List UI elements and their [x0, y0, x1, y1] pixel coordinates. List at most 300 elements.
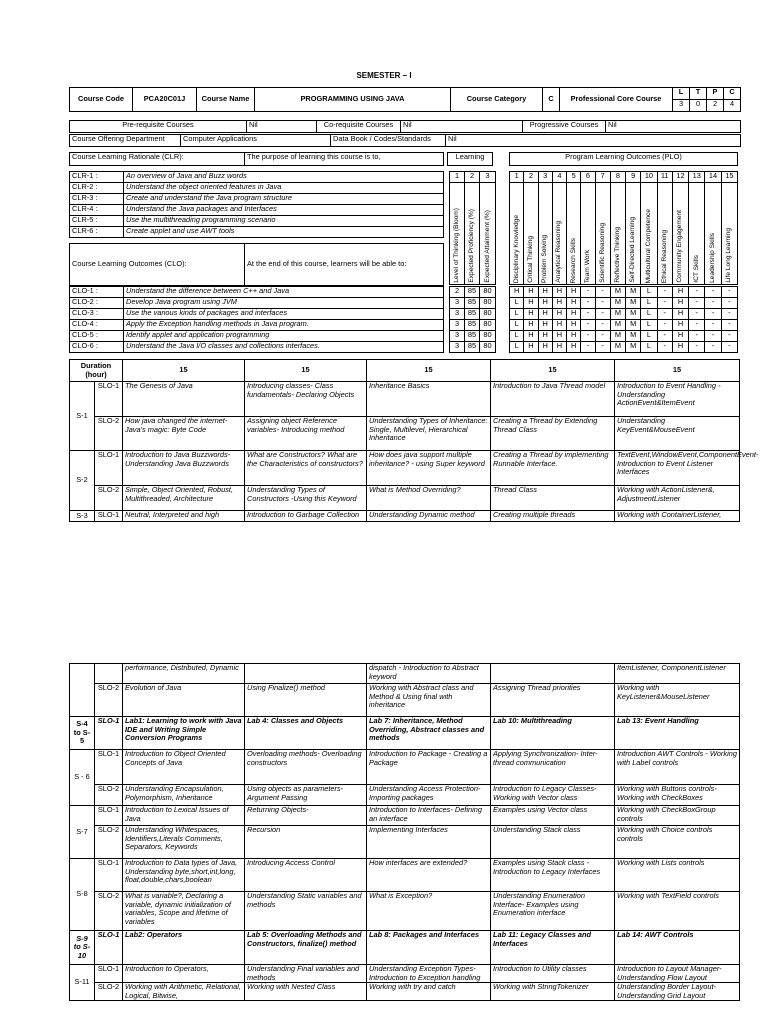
topic-cell: Introduction to Lexical Issues of Java: [123, 806, 245, 826]
clo-plo-value: -: [595, 298, 610, 309]
plo-header-text: Analytical Reasoning: [555, 221, 563, 283]
clo-plo-value: H: [672, 298, 688, 309]
topic-cell: Understanding Whitespaces, Identifiers,Literals Comments, Separators, Keywords: [123, 826, 245, 859]
clo-plo-row: [510, 287, 738, 298]
topic-cell: Understanding Final variables and methods: [245, 965, 367, 983]
clo-plo-value: M: [610, 342, 625, 353]
course-category-label: Course Category: [451, 88, 543, 112]
topic-cell: Understanding KeyEvent&MouseEvent: [615, 417, 740, 451]
plo-header-wrap: [673, 209, 688, 284]
topic-cell: TextEvent,WindowEvent,ComponentEvent- Introduction to Event Listener Interfaces: [615, 451, 740, 486]
clo-plo-value: -: [657, 287, 672, 298]
plo-num: 15: [721, 172, 737, 183]
topic-cell: Working with KeyListener&MouseListener: [615, 684, 740, 717]
schedule-row: [70, 806, 740, 826]
plo-header-cell: [567, 183, 581, 285]
course-category: C: [543, 88, 560, 112]
ltpc-value: 2: [707, 100, 724, 112]
duration-label: Duration (hour): [70, 360, 123, 382]
topic-cell: Working with ContainerListener,: [615, 511, 740, 522]
topic-cell: Neutral, Interpreted and high: [123, 511, 245, 522]
ltpc-value: 4: [724, 100, 741, 112]
plo-num: 10: [641, 172, 657, 183]
course-code-label: Course Code: [70, 88, 133, 112]
plo-num: 14: [705, 172, 721, 183]
topic-cell: What is Method Overriding?: [367, 486, 491, 511]
clo-plo-value: -: [721, 320, 737, 331]
clo-learning-value: 85: [465, 342, 480, 353]
topic-cell: Inheritance Basics: [367, 382, 491, 417]
topic-cell: Implementing Interfaces: [367, 826, 491, 859]
clo-learning-value: 85: [465, 331, 480, 342]
clo-plo-value: H: [672, 342, 688, 353]
clo-code: CLO-6 :: [70, 342, 124, 353]
topic-cell: Creating a Thread by implementing Runnable Interface.: [491, 451, 615, 486]
schedule-row: [70, 451, 740, 486]
clo-plo-value: -: [721, 331, 737, 342]
clo-plo-value: -: [689, 309, 705, 320]
prerequisite-table: [69, 120, 741, 133]
slo-label: [95, 664, 123, 684]
department-value: Computer Applications: [181, 135, 331, 147]
clo-plo-value: L: [510, 331, 524, 342]
clo-plo-value: H: [567, 287, 581, 298]
duration-value: 15: [123, 360, 245, 382]
topic-cell: Using Finalize() method: [245, 684, 367, 717]
clo-plo-value: H: [538, 320, 552, 331]
topic-cell: Understanding Dynamic method: [367, 511, 491, 522]
clo-text: Apply the Exception handling methods in Java program.: [124, 320, 444, 331]
topic-cell: Introduction to Event Handling - Understanding ActionEvent&ItemEvent: [615, 382, 740, 417]
clo-plo-value: H: [672, 331, 688, 342]
duration-value: 15: [491, 360, 615, 382]
clr-label: Course Learning Rationale (CLR):: [70, 153, 245, 166]
clo-plo-value: -: [705, 320, 721, 331]
course-category-name: Professional Core Course: [560, 88, 673, 112]
learning-header-cell: [465, 183, 480, 285]
ltpc-value: 3: [673, 100, 690, 112]
clo-learning-values: [449, 286, 496, 353]
session-label: S-11: [70, 965, 95, 1001]
topic-cell: Understanding Types of Inheritance: Single, Multilevel, Hierarchical Inheritance: [367, 417, 491, 451]
clr-row: [70, 183, 444, 194]
topic-cell: What is variable?, Declaring a variable, dynamic initialization of variables, Scope and lifetime of variables: [123, 892, 245, 931]
clo-text: Identify applet and application programming: [124, 331, 444, 342]
clo-plo-row: [510, 298, 738, 309]
plo-header-cell: [641, 183, 657, 285]
plo-header-text: Community Engagement: [676, 210, 684, 283]
plo-header-text: Multicultural Competence: [644, 208, 652, 283]
clo-learning-value: 3: [450, 331, 465, 342]
clo-header: [69, 243, 444, 286]
topic-cell: Assigning object Reference variables- Introducing method: [245, 417, 367, 451]
slo-label: SLO-1: [95, 750, 123, 785]
schedule-row: [70, 983, 740, 1001]
plo-header-text: Ethical Reasoning: [660, 229, 668, 283]
clr-code: CLR-2 :: [70, 183, 124, 194]
clr-row: [70, 194, 444, 205]
schedule-row: [70, 931, 740, 965]
schedule-row: [70, 750, 740, 785]
clo-plo-value: H: [524, 320, 538, 331]
plo-header-wrap: [626, 216, 640, 284]
plo-header-cell: [552, 183, 566, 285]
session-label: S-8: [70, 859, 95, 931]
clr-row: [70, 205, 444, 216]
plo-header-wrap: [524, 235, 537, 284]
clo-plo-value: -: [595, 320, 610, 331]
topic-cell: Introduction to Interfaces- Defining an interface: [367, 806, 491, 826]
schedule-row: [70, 486, 740, 511]
slo-label: SLO-1: [95, 931, 123, 965]
clo-row: [70, 287, 444, 298]
clo-row: [70, 298, 444, 309]
topic-cell: Introduction to Legacy Classes- Working with Vector class: [491, 785, 615, 806]
clo-plo-value: L: [641, 331, 657, 342]
clo-text: Develop Java program using JVM: [124, 298, 444, 309]
topic-cell: Introduction to Operators,: [123, 965, 245, 983]
topic-cell: Creating multiple threads: [491, 511, 615, 522]
clr-text: Create applet and use AWT tools: [124, 227, 444, 238]
clo-plo-value: -: [595, 309, 610, 320]
clo-row: [70, 331, 444, 342]
learning-label: Learning: [448, 153, 493, 166]
plo-header-cell: [689, 183, 705, 285]
clo-plo-value: -: [581, 342, 595, 353]
schedule-row: [70, 664, 740, 684]
schedule-row: [70, 684, 740, 717]
department-table: [69, 134, 741, 147]
topic-cell: ItemListener, ComponentListener: [615, 664, 740, 684]
topic-cell: How interfaces are extended?: [367, 859, 491, 892]
topic-cell: Applying Synchronization- Inter-thread communication: [491, 750, 615, 785]
plo-header-text: Critical Thinking: [526, 236, 534, 283]
schedule-row: [70, 785, 740, 806]
clo-plo-value: M: [626, 320, 641, 331]
clo-plo-value: H: [552, 309, 566, 320]
topic-cell: Understanding Enumeration Interface- Examples using Enumeration interface: [491, 892, 615, 931]
clo-plo-row: [510, 309, 738, 320]
clo-plo-value: -: [689, 342, 705, 353]
slo-label: SLO-1: [95, 717, 123, 750]
clo-plo-value: M: [626, 342, 641, 353]
plo-header-wrap: [658, 229, 672, 284]
plo-header-text: Scientific Reasoning: [598, 223, 606, 283]
course-code: PCA20C01J: [133, 88, 197, 112]
clo-intro: At the end of this course, learners will be able to:: [245, 244, 444, 286]
plo-header-wrap: [553, 220, 566, 284]
clr-text: Use the multithreading programming scenario: [124, 216, 444, 227]
topic-cell: How java changed the internet- Java's magic: Byte Code: [123, 417, 245, 451]
topic-cell: Understanding Static variables and methods: [245, 892, 367, 931]
learning-header-cell: [480, 183, 496, 285]
slo-label: SLO-2: [95, 892, 123, 931]
clo-plo-value: H: [524, 342, 538, 353]
clo-plo-value: -: [581, 287, 595, 298]
topic-cell: Simple, Object Oriented, Robust, Multithreaded, Architecture: [123, 486, 245, 511]
plo-num: 12: [672, 172, 688, 183]
plo-num: 3: [538, 172, 552, 183]
plo-header-text: ICT Skills: [692, 255, 700, 283]
slo-label: SLO-2: [95, 826, 123, 859]
clo-plo-value: L: [641, 298, 657, 309]
topic-cell: performance, Distributed, Dynamic: [123, 664, 245, 684]
clo-plo-value: H: [672, 287, 688, 298]
clo-plo-value: H: [538, 342, 552, 353]
clo-code: CLO-4 :: [70, 320, 124, 331]
topic-cell: Lab 7: Inheritance, Method Overriding, Abstract classes and methods: [367, 717, 491, 750]
session-label: S-2: [70, 451, 95, 511]
topic-cell: Understanding Types of Constructors -Using this Keyword: [245, 486, 367, 511]
slo-label: SLO-1: [95, 965, 123, 983]
topic-cell: Introducing Access Control: [245, 859, 367, 892]
learning-header-wrap: [480, 209, 495, 284]
clo-code: CLO-3 :: [70, 309, 124, 320]
department-label: Course Offering Department: [70, 135, 181, 147]
clo-plo-value: M: [626, 287, 641, 298]
slo-label: SLO-2: [95, 417, 123, 451]
clo-learning-value: 80: [480, 287, 496, 298]
slo-label: SLO-1: [95, 382, 123, 417]
prereq-value: Nil: [247, 121, 317, 133]
clo-learning-row: [450, 287, 496, 298]
plo-num: 5: [567, 172, 581, 183]
clo-plo-value: H: [538, 287, 552, 298]
topic-cell: Introduction to Object Oriented Concepts of Java: [123, 750, 245, 785]
clr-list: [69, 171, 444, 238]
clo-plo-value: H: [538, 298, 552, 309]
clo-plo-value: M: [610, 298, 625, 309]
clo-plo-value: H: [552, 342, 566, 353]
clo-plo-value: L: [641, 287, 657, 298]
learning-header-cell: [450, 183, 465, 285]
plo-num: 7: [595, 172, 610, 183]
clo-plo-value: -: [689, 298, 705, 309]
session-label: S-4 to S-5: [70, 717, 95, 750]
ltpc-value: 0: [690, 100, 707, 112]
plo-header-wrap: [596, 222, 610, 284]
topic-cell: Lab2: Operators: [123, 931, 245, 965]
clo-plo-value: H: [538, 331, 552, 342]
plo-header-cell: [657, 183, 672, 285]
topic-cell: Working with Lists controls: [615, 859, 740, 892]
topic-cell: Creating a Thread by Extending Thread Class: [491, 417, 615, 451]
clo-learning-value: 85: [465, 309, 480, 320]
clo-plo-value: -: [705, 298, 721, 309]
clr-header: [69, 152, 444, 166]
clo-plo-value: H: [567, 331, 581, 342]
learning-header: [447, 152, 493, 166]
clo-plo-value: -: [657, 342, 672, 353]
clo-plo-value: H: [567, 320, 581, 331]
clo-plo-value: -: [657, 331, 672, 342]
progressive-value: Nil: [606, 121, 741, 133]
slo-label: SLO-2: [95, 684, 123, 717]
plo-header-wrap: [510, 214, 523, 284]
schedule-row: [70, 382, 740, 417]
topic-cell: Lab 4: Classes and Objects: [245, 717, 367, 750]
course-header-table: [69, 87, 741, 112]
clr-code: CLR-3 :: [70, 194, 124, 205]
learning-num: 2: [465, 172, 480, 183]
topic-cell: Introduction to Data types of Java, Understanding byte,short,int,long, float,double,chars,boolean: [123, 859, 245, 892]
clo-plo-value: L: [510, 298, 524, 309]
plo-num: 6: [581, 172, 595, 183]
clo-label: Course Learning Outcomes (CLO):: [70, 244, 245, 286]
clo-learning-value: 3: [450, 309, 465, 320]
topic-cell: What is Exception?: [367, 892, 491, 931]
clo-row: [70, 342, 444, 353]
clo-plo-value: H: [524, 298, 538, 309]
clo-plo-value: M: [610, 309, 625, 320]
clo-plo-value: H: [552, 320, 566, 331]
clo-learning-value: 80: [480, 331, 496, 342]
clo-plo-value: L: [641, 342, 657, 353]
clo-learning-row: [450, 298, 496, 309]
clo-plo-value: L: [641, 309, 657, 320]
plo-header-cell: [721, 183, 737, 285]
topic-cell: What are Constructors? What are the Characteristics of constructors?: [245, 451, 367, 486]
course-name-label: Course Name: [197, 88, 255, 112]
coreq-label: Co-requisite Courses: [317, 121, 401, 133]
clo-plo-value: H: [538, 309, 552, 320]
slo-label: SLO-2: [95, 486, 123, 511]
session-label: S-7: [70, 806, 95, 859]
clo-plo-value: H: [524, 287, 538, 298]
clo-code: CLO-1 :: [70, 287, 124, 298]
plo-header-cell: [672, 183, 688, 285]
clo-learning-row: [450, 320, 496, 331]
topic-cell: Assigning Thread priorities: [491, 684, 615, 717]
learning-table: [449, 171, 496, 285]
topic-cell: dispatch - Introduction to Abstract keyword: [367, 664, 491, 684]
topic-cell: Lab 13: Event Handling: [615, 717, 740, 750]
topic-cell: Lab 11: Legacy Classes and Interfaces: [491, 931, 615, 965]
clo-plo-value: -: [705, 287, 721, 298]
clo-plo-value: H: [672, 320, 688, 331]
learning-header-wrap: [465, 208, 479, 284]
clo-learning-value: 85: [465, 320, 480, 331]
clo-plo-value: H: [510, 287, 524, 298]
topic-cell: Introduction to Java Thread model: [491, 382, 615, 417]
clo-learning-value: 80: [480, 298, 496, 309]
clo-learning-row: [450, 309, 496, 320]
topic-cell: Understanding Border Layout- Understanding Grid Layout: [615, 983, 740, 1001]
clo-plo-value: -: [581, 298, 595, 309]
clo-plo-value: -: [721, 342, 737, 353]
topic-cell: Examples using Stack class - Introduction to Legacy Interfaces: [491, 859, 615, 892]
clo-learning-value: 85: [465, 287, 480, 298]
schedule-row: [70, 892, 740, 931]
topic-cell: Lab1: Learning to work with Java IDE and Writing Simple Conversion Programs: [123, 717, 245, 750]
clo-learning-value: 85: [465, 298, 480, 309]
clo-plo-value: -: [721, 287, 737, 298]
clo-plo-value: -: [595, 331, 610, 342]
plo-header-text: Life Long Learning: [725, 228, 733, 283]
plo-header-cell: [610, 183, 625, 285]
clo-plo-value: -: [689, 287, 705, 298]
plo-header-text: Reflective Thinking: [613, 227, 621, 283]
schedule-table-1: [69, 359, 759, 522]
duration-value: 15: [245, 360, 367, 382]
clo-plo-value: H: [524, 309, 538, 320]
clr-text: An overview of Java and Buzz words: [124, 172, 444, 183]
clo-plo-value: H: [672, 309, 688, 320]
topic-cell: Introduction to Layout Manager- Understanding Flow Layout: [615, 965, 740, 983]
learning-header-wrap: [450, 207, 464, 284]
ltpc-label: L: [673, 88, 690, 100]
topic-cell: Introduction to Java Buzzwords- Understanding Java Buzzwords: [123, 451, 245, 486]
topic-cell: Working with Arithmetic, Relational, Logical, Bitwise,: [123, 983, 245, 1001]
topic-cell: Understanding Exception Types- Introduction to Exception handling: [367, 965, 491, 983]
clr-text: Understand the object oriented features in Java: [124, 183, 444, 194]
clo-plo-value: -: [657, 309, 672, 320]
topic-cell: Using objects as parameters- Argument Passing: [245, 785, 367, 806]
plo-header-text: Research Skills: [569, 237, 577, 283]
plo-header-cell: [524, 183, 538, 285]
topic-cell: [245, 664, 367, 684]
clo-plo-value: M: [626, 309, 641, 320]
clo-plo-value: -: [705, 342, 721, 353]
session-label: S - 6: [70, 750, 95, 806]
plo-header-cell: [626, 183, 641, 285]
plo-header-text: Self-Directed Learning: [629, 217, 637, 283]
duration-value: 15: [615, 360, 740, 382]
clo-learning-value: 3: [450, 298, 465, 309]
topic-cell: Understanding Stack class: [491, 826, 615, 859]
databook-label: Data Book / Codes/Standards: [331, 135, 446, 147]
clr-code: CLR-1 :: [70, 172, 124, 183]
clo-plo-value: M: [610, 287, 625, 298]
plo-num: 2: [524, 172, 538, 183]
clo-plo-value: -: [721, 309, 737, 320]
topic-cell: Working with ActionListener&, AdjustmentListener: [615, 486, 740, 511]
topic-cell: Returning Objects-: [245, 806, 367, 826]
clo-row: [70, 309, 444, 320]
databook-value: Nil: [446, 135, 741, 147]
clo-plo-value: M: [610, 320, 625, 331]
topic-cell: Introduction to Package - Creating a Package: [367, 750, 491, 785]
topic-cell: Thread Class: [491, 486, 615, 511]
slo-label: SLO-1: [95, 859, 123, 892]
plo-num: 9: [626, 172, 641, 183]
clo-list: [69, 286, 444, 353]
topic-cell: Lab 8: Packages and Interfaces: [367, 931, 491, 965]
topic-cell: [491, 664, 615, 684]
clr-text: Understand the Java packages and Interfaces: [124, 205, 444, 216]
clo-plo-value: -: [657, 298, 672, 309]
clo-plo-value: L: [641, 320, 657, 331]
slo-label: SLO-1: [95, 451, 123, 486]
clr-purpose: The purpose of learning this course is to,: [245, 153, 444, 166]
clo-plo-value: -: [705, 309, 721, 320]
topic-cell: Working with TextField controls: [615, 892, 740, 931]
clo-plo-value: H: [567, 309, 581, 320]
clo-plo-value: -: [721, 298, 737, 309]
clo-text: Understand the difference between C++ and Java: [124, 287, 444, 298]
clr-code: CLR-4 :: [70, 205, 124, 216]
schedule-row: [70, 717, 740, 750]
clo-plo-value: -: [657, 320, 672, 331]
schedule-row: [70, 965, 740, 983]
slo-label: SLO-2: [95, 983, 123, 1001]
slo-label: SLO-2: [95, 785, 123, 806]
plo-header-cell: [581, 183, 595, 285]
clo-plo-value: M: [626, 331, 641, 342]
clo-plo-value: -: [595, 287, 610, 298]
topic-cell: Introduction to Garbage Collection: [245, 511, 367, 522]
plo-header-cell: [538, 183, 552, 285]
